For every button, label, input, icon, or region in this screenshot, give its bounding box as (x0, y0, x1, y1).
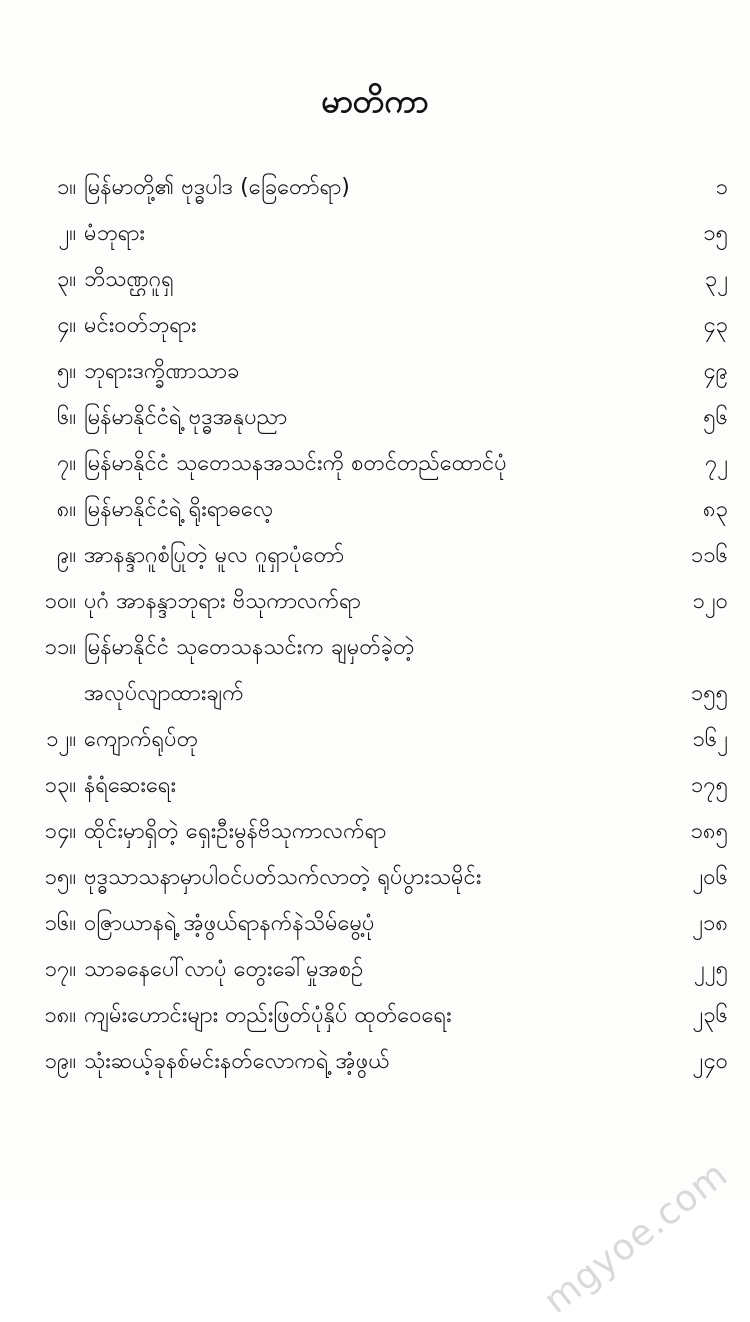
toc-number: ၁၈။ (44, 1003, 76, 1028)
toc-row (0, 717, 750, 763)
toc-row (0, 441, 750, 487)
toc-page: ၁၅ (703, 221, 728, 246)
toc-title: မြန်မာနိုင်ငံ သုတေသနသင်းက ချမှတ်ခဲ့တဲ့ (84, 635, 415, 660)
table-of-contents (0, 165, 750, 1085)
toc-page: ၄၃ (703, 313, 728, 338)
toc-page: ၂၄၀ (692, 1049, 728, 1074)
toc-number: ၁၄။ (44, 819, 76, 844)
toc-row (0, 763, 750, 809)
toc-row (0, 211, 750, 257)
toc-number: ၉။ (56, 543, 76, 568)
toc-row (0, 855, 750, 901)
toc-row (0, 625, 750, 671)
toc-title: နံရံဆေးရေး (84, 773, 177, 798)
toc-page: ၂၂၅ (694, 957, 728, 982)
toc-number: ၁၂။ (46, 727, 76, 752)
toc-title: မင်းဝတ်ဘုရား (84, 313, 197, 338)
toc-row (0, 993, 750, 1039)
toc-title: မြန်မာနိုင်ငံ သုတေသနအသင်းကို စတင်တည်ထောင်ပုံ (84, 451, 507, 476)
toc-page: ၁၁၆ (690, 543, 728, 568)
toc-page: ၁၇၅ (690, 773, 728, 798)
toc-title: မြန်မာတို့၏ ဗုဒ္ဓပါဒ (ခြေတော်ရာ) (84, 175, 350, 200)
toc-number: ၁၁။ (44, 635, 76, 660)
toc-page: ၁၆၂ (692, 727, 728, 752)
toc-row (0, 395, 750, 441)
toc-row (0, 947, 750, 993)
toc-number: ၁၉။ (44, 1049, 76, 1074)
toc-title: မံဘုရား (84, 221, 146, 246)
toc-title: သုံးဆယ့်ခုနစ်မင်းနတ်လောကရဲ့ အံ့ဖွယ် (84, 1049, 390, 1074)
toc-page: ၂၀၆ (692, 865, 728, 890)
toc-title: မြန်မာနိုင်ငံရဲ့ ရိုးရာဓလေ့ (84, 497, 274, 522)
toc-number: ၁၀။ (44, 589, 76, 614)
watermark: mgyoe.com (536, 1153, 736, 1322)
toc-row-continuation (0, 671, 750, 717)
page-title: မာတိကာ (321, 82, 429, 120)
toc-number: ၈။ (56, 497, 76, 522)
toc-page: ၁၂၀ (692, 589, 728, 614)
toc-number: ၁၅။ (44, 865, 76, 890)
toc-number: ၁၃။ (44, 773, 76, 798)
toc-row (0, 579, 750, 625)
toc-title: မြန်မာနိုင်ငံရဲ့ ဗုဒ္ဓအနုပညာ (84, 405, 288, 430)
toc-title: ဘုရားဒက္ခိဏာသာခ (84, 359, 240, 384)
toc-row (0, 165, 750, 211)
toc-row (0, 533, 750, 579)
toc-title: ထိုင်းမှာရှိတဲ့ ရှေးဦးမွန်ဗိသုကာလက်ရာ (84, 819, 387, 844)
toc-title: ဘိသဏ္ဌဂူရှ (84, 267, 174, 292)
toc-page: ၁ (715, 175, 728, 200)
toc-row (0, 487, 750, 533)
toc-title: အလုပ်လျာထားချက် (84, 681, 244, 706)
toc-title: ပုဂံ အာနန္ဒာဘုရား ဗိသုကာလက်ရာ (84, 589, 361, 614)
toc-title: ကျောက်ရုပ်တု (84, 727, 199, 752)
toc-title: အာနန္ဒာဂူစံပြုတဲ့ မူလ ဂူရှာပုံတော် (84, 543, 345, 568)
toc-title: ဗုဒ္ဓသာသနာမှာပါဝင်ပတ်သက်လာတဲ့ ရုပ်ပွားသမိုင်း (84, 865, 482, 890)
toc-number: ၂။ (58, 221, 76, 246)
toc-page: ၂၃၆ (692, 1003, 728, 1028)
toc-page: ၈၃ (703, 497, 728, 522)
toc-row (0, 303, 750, 349)
toc-row (0, 809, 750, 855)
toc-page: ၁၅၅ (690, 681, 728, 706)
toc-number: ၄။ (56, 313, 76, 338)
toc-row (0, 349, 750, 395)
toc-number: ၇။ (56, 451, 76, 476)
toc-number: ၃။ (56, 267, 76, 292)
toc-page: ၅၆ (703, 405, 728, 430)
toc-number: ၅။ (56, 359, 76, 384)
toc-row (0, 901, 750, 947)
toc-number: ၁။ (56, 175, 76, 200)
toc-title: ဝဇြာယာနရဲ့ အံ့ဖွယ်ရာနက်နဲသိမ်မွေ့ပုံ (84, 911, 375, 936)
toc-number: ၁၆။ (44, 911, 76, 936)
toc-page: ၇၂ (704, 451, 728, 476)
toc-number: ၆။ (56, 405, 76, 430)
toc-page: ၄၉ (703, 359, 728, 384)
toc-page: ၁၈၅ (690, 819, 728, 844)
toc-title: သာခနေပေါ်လာပုံ တွေးခေါ်မှုအစဉ် (84, 957, 364, 982)
toc-page: ၃၂ (704, 267, 728, 292)
toc-page: ၂၁၈ (692, 911, 728, 936)
toc-row (0, 257, 750, 303)
toc-number: ၁၇။ (44, 957, 76, 982)
toc-row (0, 1039, 750, 1085)
toc-title: ကျမ်းဟောင်းများ တည်းဖြတ်ပုံနှိပ် ထုတ်ဝေရေး (84, 1003, 452, 1028)
